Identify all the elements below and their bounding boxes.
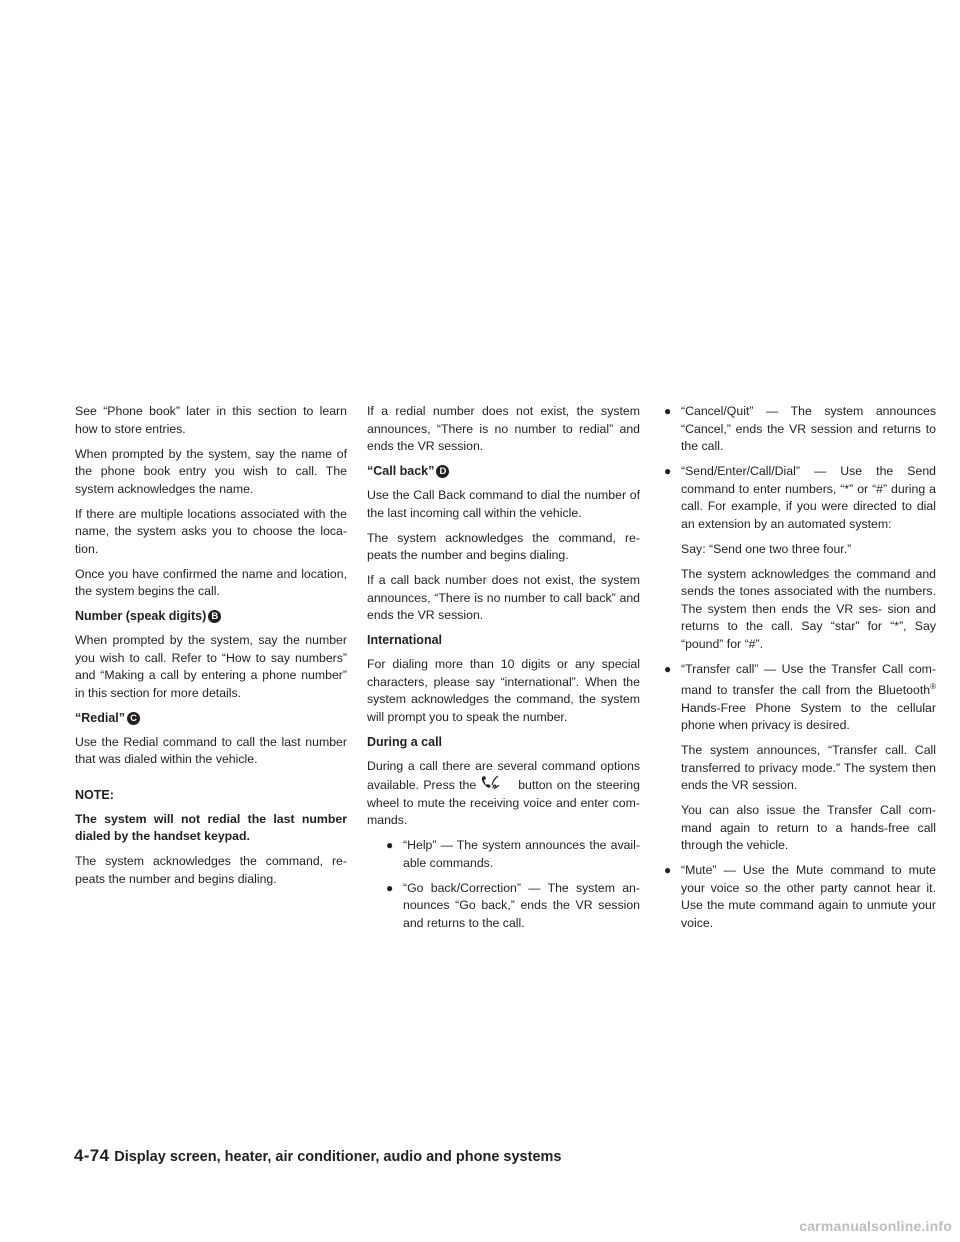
heading-international: International [367, 633, 443, 647]
paragraph: Use the Redial command to call the last number that was dialed within the vehicle. [75, 734, 347, 766]
column-3 [662, 403, 936, 940]
paragraph: When prompted by the system, say the name of the phone book entry you wish to call. The system acknowledges the name. [75, 446, 347, 496]
list-item: ● “Mute” — Use the Mute command to mute your voice so the other party cannot hear it. Use the mute command again to unmute your voice. [664, 863, 936, 930]
callout-badge-b: B [208, 610, 221, 623]
paragraph: The system acknowledges the command, re- peats the number and begins dialing. [75, 854, 347, 886]
bullet-icon: ● [664, 863, 672, 878]
bullet-icon: ● [664, 404, 672, 418]
paragraph: Use the Call Back command to dial the number of the last incoming call within the vehicle. [367, 488, 640, 520]
watermark: carmanualsonline.info [799, 1218, 952, 1234]
phone-talk-icon [480, 775, 502, 790]
paragraph: When prompted by the system, say the number you wish to call. Refer to “How to say numbers” and “Making a call by entering a phone number” in this section for more details. [75, 633, 347, 700]
paragraph-press-button: During a call there are several command options available. Press the button on the steering wheel to mute the receiving voice and enter com- mands. [367, 758, 640, 827]
bullet-icon: ● [664, 661, 672, 676]
heading-call-back: “Call back” D [367, 463, 640, 481]
note-text: The system will not redial the last number dialed by the handset keypad. [75, 811, 347, 843]
list-item: ● “Cancel/Quit” — The system announces “Cancel,” ends the VR session and returns to the call. [664, 404, 936, 453]
bullet-icon: ● [664, 464, 672, 478]
list-item: ● “Go back/Correction” — The system an- nounces “Go back,” ends the VR session and returns to the call. [386, 880, 640, 930]
page-number: 4-74 [74, 1146, 110, 1165]
say-example: Say: “Send one two three four.” [681, 541, 852, 556]
callout-badge-c: C [127, 712, 140, 725]
column-1 [75, 403, 347, 896]
heading-during-a-call: During a call [367, 734, 443, 749]
registered-mark: ® [930, 682, 936, 691]
bullet-icon: ● [386, 838, 394, 852]
paragraph: The system acknowledges the command, re- peats the number and begins dialing. [367, 530, 640, 562]
heading-number-speak-digits: Number (speak digits) B [75, 608, 347, 626]
paragraph: For dialing more than 10 digits or any special characters, please say “international”. When the system acknowledges the command, the system will prompt you to speak the number. [367, 657, 640, 724]
paragraph: If a redial number does not exist, the system announces, “There is no number to redial” and ends the VR session. [367, 404, 640, 453]
note-label: NOTE: [75, 787, 114, 802]
list-item: ● “Send/Enter/Call/Dial” — Use the Send command to enter numbers, “*” or “#” during a call. For example, if you were directed to dial an extension by an automated system: Say: “Send one two three four.” The system acknowledges the command and sends the tones associated with the numbers. The system then ends the VR ses- sion and returns to the call. Say “star” for “*”, Say “pound” for “#”. [664, 464, 936, 651]
callout-badge-d: D [436, 465, 449, 478]
section-title: Display screen, heater, air conditioner, audio and phone systems [114, 1149, 562, 1165]
bullet-icon: ● [386, 880, 394, 895]
paragraph: See “Phone book” later in this section to learn how to store entries. [75, 404, 347, 436]
list-item: ● “Transfer call” — Use the Transfer Call com- mand to transfer the call from the Bluetooth® Hands-Free Phone System to the cellular phone when privacy is desired. The system announces, “Transfer call. Call transferred to privacy mode.” The system then ends the VR session. You can also issue the Transfer Call com- mand again to return to a hands-free call through the vehicle. [664, 661, 936, 853]
page-footer [74, 1146, 561, 1166]
paragraph: Once you have confirmed the name and location, the system begins the call. [75, 566, 347, 598]
list-item: ● “Help” — The system announces the avail- able commands. [386, 838, 640, 870]
column-2 [367, 403, 640, 940]
paragraph: If there are multiple locations associated with the name, the system asks you to choose the loca- tion. [75, 506, 347, 556]
paragraph: If a call back number does not exist, the system announces, “There is no number to call back” and ends the VR session. [367, 573, 640, 622]
heading-redial: “Redial” C [75, 710, 347, 728]
